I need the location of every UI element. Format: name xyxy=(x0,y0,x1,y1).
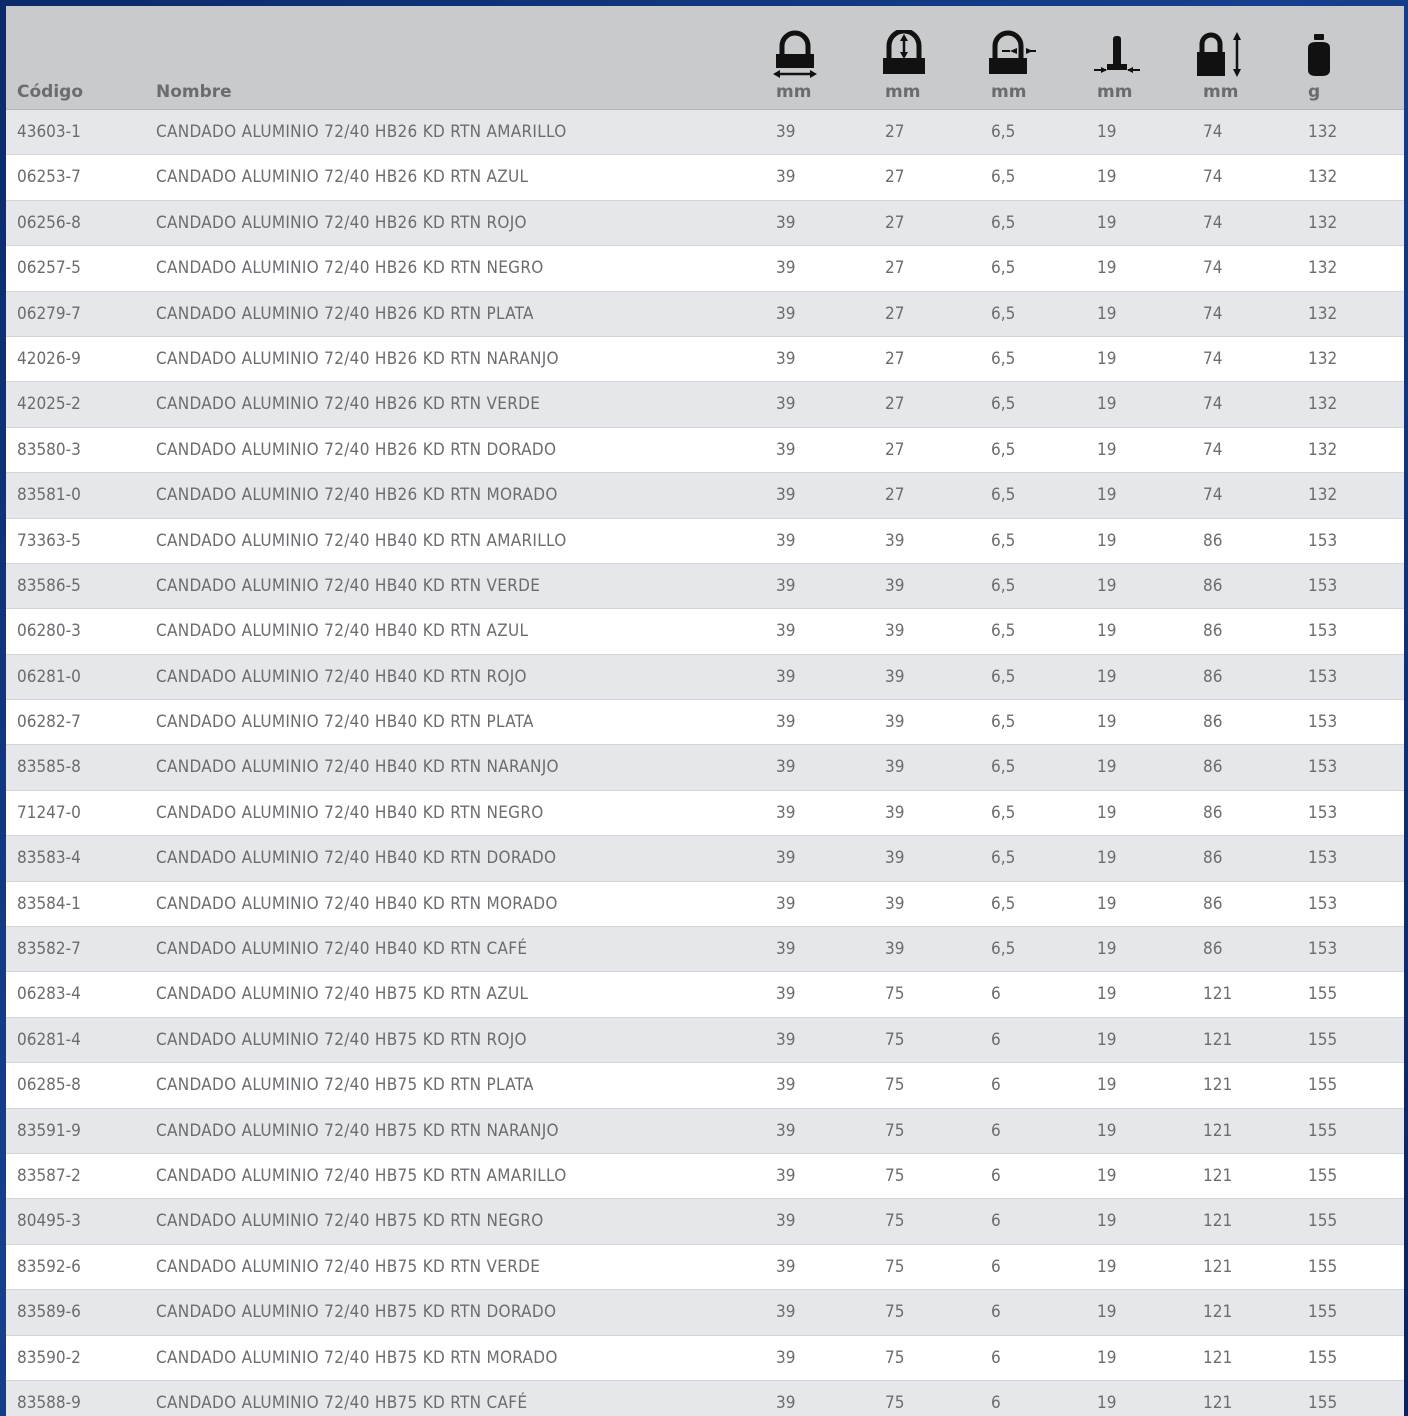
cell-shackle-width: 39 xyxy=(776,303,796,324)
table-row xyxy=(6,246,1404,291)
cell-nombre: CANDADO ALUMINIO 72/40 HB40 KD RTN NEGRO xyxy=(156,802,544,823)
cell-total-height: 86 xyxy=(1203,575,1223,596)
cell-shackle-diameter: 6 xyxy=(991,1347,1001,1368)
cell-shackle-diameter: 6,5 xyxy=(991,939,1016,960)
cell-shackle-width: 39 xyxy=(776,530,796,551)
weight-icon xyxy=(1304,30,1354,80)
cell-body-thickness: 19 xyxy=(1097,439,1117,460)
cell-nombre: CANDADO ALUMINIO 72/40 HB75 KD RTN PLATA xyxy=(156,1075,534,1096)
cell-shackle-clearance: 75 xyxy=(885,984,905,1005)
cell-total-height: 86 xyxy=(1203,530,1223,551)
cell-weight: 155 xyxy=(1308,1347,1338,1368)
cell-codigo: 73363-5 xyxy=(17,530,81,551)
cell-shackle-diameter: 6,5 xyxy=(991,167,1016,188)
cell-shackle-diameter: 6,5 xyxy=(991,757,1016,778)
cell-weight: 132 xyxy=(1308,348,1338,369)
cell-weight: 153 xyxy=(1308,939,1338,960)
cell-nombre: CANDADO ALUMINIO 72/40 HB40 KD RTN MORADO xyxy=(156,893,558,914)
table-row xyxy=(6,473,1404,518)
cell-shackle-width: 39 xyxy=(776,712,796,733)
cell-weight: 132 xyxy=(1308,485,1338,506)
cell-body-thickness: 19 xyxy=(1097,712,1117,733)
cell-total-height: 121 xyxy=(1203,1165,1233,1186)
cell-body-thickness: 19 xyxy=(1097,802,1117,823)
shackle-diameter-icon xyxy=(986,30,1036,80)
cell-body-thickness: 19 xyxy=(1097,348,1117,369)
cell-shackle-diameter: 6,5 xyxy=(991,575,1016,596)
cell-total-height: 86 xyxy=(1203,802,1223,823)
table-row xyxy=(6,292,1404,337)
cell-total-height: 121 xyxy=(1203,1075,1233,1096)
cell-total-height: 86 xyxy=(1203,712,1223,733)
cell-body-thickness: 19 xyxy=(1097,984,1117,1005)
cell-shackle-diameter: 6,5 xyxy=(991,666,1016,687)
cell-codigo: 83581-0 xyxy=(17,485,81,506)
cell-shackle-clearance: 39 xyxy=(885,757,905,778)
cell-shackle-width: 39 xyxy=(776,167,796,188)
cell-shackle-clearance: 27 xyxy=(885,485,905,506)
cell-codigo: 83591-9 xyxy=(17,1120,81,1141)
table-body xyxy=(6,110,1404,1416)
cell-nombre: CANDADO ALUMINIO 72/40 HB26 KD RTN AZUL xyxy=(156,167,529,188)
cell-shackle-clearance: 75 xyxy=(885,1347,905,1368)
cell-shackle-clearance: 27 xyxy=(885,394,905,415)
cell-nombre: CANDADO ALUMINIO 72/40 HB26 KD RTN MORADO xyxy=(156,485,558,506)
cell-shackle-diameter: 6 xyxy=(991,1256,1001,1277)
cell-total-height: 74 xyxy=(1203,258,1223,279)
cell-shackle-clearance: 27 xyxy=(885,303,905,324)
cell-body-thickness: 19 xyxy=(1097,303,1117,324)
table-row xyxy=(6,1018,1404,1063)
table-row xyxy=(6,201,1404,246)
table-row xyxy=(6,1199,1404,1244)
cell-total-height: 74 xyxy=(1203,394,1223,415)
cell-nombre: CANDADO ALUMINIO 72/40 HB26 KD RTN PLATA xyxy=(156,303,534,324)
cell-shackle-clearance: 75 xyxy=(885,1120,905,1141)
cell-nombre: CANDADO ALUMINIO 72/40 HB26 KD RTN DORADO xyxy=(156,439,557,460)
cell-codigo: 83590-2 xyxy=(17,1347,81,1368)
table-row xyxy=(6,791,1404,836)
cell-total-height: 86 xyxy=(1203,893,1223,914)
cell-nombre: CANDADO ALUMINIO 72/40 HB40 KD RTN AZUL xyxy=(156,621,529,642)
table-row xyxy=(6,337,1404,382)
cell-shackle-width: 39 xyxy=(776,1165,796,1186)
table-row xyxy=(6,1109,1404,1154)
cell-nombre: CANDADO ALUMINIO 72/40 HB40 KD RTN VERDE xyxy=(156,575,541,596)
cell-body-thickness: 19 xyxy=(1097,122,1117,142)
cell-total-height: 86 xyxy=(1203,939,1223,960)
cell-nombre: CANDADO ALUMINIO 72/40 HB40 KD RTN AMARILLO xyxy=(156,530,567,551)
cell-nombre: CANDADO ALUMINIO 72/40 HB75 KD RTN CAFÉ xyxy=(156,1392,528,1413)
cell-body-thickness: 19 xyxy=(1097,1120,1117,1141)
cell-shackle-diameter: 6,5 xyxy=(991,621,1016,642)
cell-shackle-clearance: 27 xyxy=(885,258,905,279)
cell-shackle-width: 39 xyxy=(776,212,796,233)
cell-shackle-diameter: 6,5 xyxy=(991,348,1016,369)
cell-shackle-diameter: 6,5 xyxy=(991,122,1016,142)
cell-shackle-width: 39 xyxy=(776,1302,796,1323)
cell-weight: 132 xyxy=(1308,303,1338,324)
cell-shackle-clearance: 75 xyxy=(885,1302,905,1323)
table-row xyxy=(6,519,1404,564)
cell-total-height: 74 xyxy=(1203,348,1223,369)
cell-codigo: 43603-1 xyxy=(17,122,81,142)
cell-shackle-width: 39 xyxy=(776,939,796,960)
cell-nombre: CANDADO ALUMINIO 72/40 HB75 KD RTN DORADO xyxy=(156,1302,557,1323)
cell-shackle-width: 39 xyxy=(776,1347,796,1368)
cell-nombre: CANDADO ALUMINIO 72/40 HB26 KD RTN NARANJO xyxy=(156,348,559,369)
cell-body-thickness: 19 xyxy=(1097,939,1117,960)
cell-shackle-width: 39 xyxy=(776,348,796,369)
cell-shackle-width: 39 xyxy=(776,122,796,142)
cell-weight: 132 xyxy=(1308,167,1338,188)
cell-total-height: 74 xyxy=(1203,303,1223,324)
cell-body-thickness: 19 xyxy=(1097,258,1117,279)
cell-nombre: CANDADO ALUMINIO 72/40 HB75 KD RTN NEGRO xyxy=(156,1211,544,1232)
cell-shackle-width: 39 xyxy=(776,439,796,460)
table-row xyxy=(6,1336,1404,1381)
cell-body-thickness: 19 xyxy=(1097,212,1117,233)
cell-codigo: 06281-4 xyxy=(17,1029,81,1050)
body-thickness-icon xyxy=(1092,30,1142,80)
cell-codigo: 80495-3 xyxy=(17,1211,81,1232)
cell-shackle-clearance: 39 xyxy=(885,666,905,687)
table-row xyxy=(6,155,1404,200)
cell-nombre: CANDADO ALUMINIO 72/40 HB26 KD RTN AMARILLO xyxy=(156,122,567,142)
table-row xyxy=(6,836,1404,881)
unit-body-thickness: mm xyxy=(1097,82,1133,102)
table-row xyxy=(6,927,1404,972)
cell-total-height: 121 xyxy=(1203,1302,1233,1323)
cell-nombre: CANDADO ALUMINIO 72/40 HB26 KD RTN NEGRO xyxy=(156,258,544,279)
cell-shackle-width: 39 xyxy=(776,258,796,279)
cell-codigo: 83589-6 xyxy=(17,1302,81,1323)
cell-codigo: 06283-4 xyxy=(17,984,81,1005)
cell-codigo: 83587-2 xyxy=(17,1165,81,1186)
cell-body-thickness: 19 xyxy=(1097,757,1117,778)
cell-weight: 153 xyxy=(1308,666,1338,687)
cell-codigo: 06285-8 xyxy=(17,1075,81,1096)
cell-codigo: 06253-7 xyxy=(17,167,81,188)
cell-weight: 153 xyxy=(1308,530,1338,551)
header-codigo: Código xyxy=(17,82,83,102)
cell-body-thickness: 19 xyxy=(1097,530,1117,551)
table-header xyxy=(6,6,1404,110)
cell-shackle-diameter: 6,5 xyxy=(991,712,1016,733)
cell-shackle-clearance: 75 xyxy=(885,1211,905,1232)
total-height-icon xyxy=(1196,30,1246,80)
cell-body-thickness: 19 xyxy=(1097,1211,1117,1232)
cell-body-thickness: 19 xyxy=(1097,1075,1117,1096)
cell-body-thickness: 19 xyxy=(1097,1347,1117,1368)
unit-weight: g xyxy=(1308,82,1321,102)
cell-body-thickness: 19 xyxy=(1097,893,1117,914)
cell-shackle-diameter: 6,5 xyxy=(991,530,1016,551)
cell-shackle-diameter: 6,5 xyxy=(991,848,1016,869)
cell-total-height: 121 xyxy=(1203,1256,1233,1277)
cell-weight: 155 xyxy=(1308,984,1338,1005)
shackle-width-icon xyxy=(770,30,820,80)
cell-weight: 132 xyxy=(1308,212,1338,233)
cell-total-height: 74 xyxy=(1203,167,1223,188)
cell-codigo: 06281-0 xyxy=(17,666,81,687)
table-row xyxy=(6,1381,1404,1416)
table-row xyxy=(6,1063,1404,1108)
cell-shackle-diameter: 6,5 xyxy=(991,893,1016,914)
unit-shackle-width: mm xyxy=(776,82,812,102)
cell-shackle-width: 39 xyxy=(776,575,796,596)
cell-total-height: 74 xyxy=(1203,439,1223,460)
cell-codigo: 06257-5 xyxy=(17,258,81,279)
cell-codigo: 83582-7 xyxy=(17,939,81,960)
cell-shackle-clearance: 27 xyxy=(885,348,905,369)
table-row xyxy=(6,655,1404,700)
cell-codigo: 42026-9 xyxy=(17,348,81,369)
cell-shackle-diameter: 6,5 xyxy=(991,394,1016,415)
table-row xyxy=(6,564,1404,609)
cell-shackle-width: 39 xyxy=(776,1120,796,1141)
table-row xyxy=(6,609,1404,654)
cell-codigo: 06282-7 xyxy=(17,712,81,733)
unit-shackle-diameter: mm xyxy=(991,82,1027,102)
cell-body-thickness: 19 xyxy=(1097,1165,1117,1186)
cell-weight: 153 xyxy=(1308,848,1338,869)
cell-weight: 155 xyxy=(1308,1165,1338,1186)
cell-codigo: 42025-2 xyxy=(17,394,81,415)
cell-shackle-diameter: 6 xyxy=(991,1392,1001,1413)
cell-body-thickness: 19 xyxy=(1097,575,1117,596)
cell-weight: 132 xyxy=(1308,122,1338,142)
table-row xyxy=(6,428,1404,473)
cell-shackle-width: 39 xyxy=(776,485,796,506)
cell-shackle-clearance: 39 xyxy=(885,530,905,551)
cell-body-thickness: 19 xyxy=(1097,1256,1117,1277)
cell-weight: 155 xyxy=(1308,1302,1338,1323)
table-row xyxy=(6,382,1404,427)
cell-shackle-width: 39 xyxy=(776,394,796,415)
cell-shackle-clearance: 39 xyxy=(885,848,905,869)
cell-codigo: 83584-1 xyxy=(17,893,81,914)
cell-shackle-clearance: 27 xyxy=(885,167,905,188)
cell-total-height: 121 xyxy=(1203,984,1233,1005)
cell-nombre: CANDADO ALUMINIO 72/40 HB75 KD RTN VERDE xyxy=(156,1256,541,1277)
cell-shackle-clearance: 75 xyxy=(885,1256,905,1277)
unit-shackle-clearance: mm xyxy=(885,82,921,102)
cell-shackle-clearance: 39 xyxy=(885,893,905,914)
cell-nombre: CANDADO ALUMINIO 72/40 HB40 KD RTN NARANJO xyxy=(156,757,559,778)
cell-shackle-clearance: 75 xyxy=(885,1075,905,1096)
cell-shackle-clearance: 75 xyxy=(885,1029,905,1050)
cell-body-thickness: 19 xyxy=(1097,394,1117,415)
cell-nombre: CANDADO ALUMINIO 72/40 HB75 KD RTN AZUL xyxy=(156,984,529,1005)
cell-nombre: CANDADO ALUMINIO 72/40 HB75 KD RTN ROJO xyxy=(156,1029,527,1050)
cell-nombre: CANDADO ALUMINIO 72/40 HB75 KD RTN AMARILLO xyxy=(156,1165,567,1186)
table-row xyxy=(6,1245,1404,1290)
cell-shackle-clearance: 39 xyxy=(885,575,905,596)
spec-table xyxy=(6,6,1404,1416)
cell-weight: 155 xyxy=(1308,1075,1338,1096)
cell-nombre: CANDADO ALUMINIO 72/40 HB26 KD RTN ROJO xyxy=(156,212,527,233)
shackle-clearance-icon xyxy=(879,30,929,80)
cell-codigo: 83585-8 xyxy=(17,757,81,778)
cell-shackle-clearance: 39 xyxy=(885,939,905,960)
cell-shackle-diameter: 6 xyxy=(991,1029,1001,1050)
table-row xyxy=(6,700,1404,745)
cell-codigo: 83586-5 xyxy=(17,575,81,596)
cell-shackle-clearance: 27 xyxy=(885,122,905,142)
cell-total-height: 86 xyxy=(1203,848,1223,869)
cell-weight: 155 xyxy=(1308,1392,1338,1413)
cell-total-height: 121 xyxy=(1203,1347,1233,1368)
cell-shackle-diameter: 6,5 xyxy=(991,258,1016,279)
cell-shackle-width: 39 xyxy=(776,1029,796,1050)
cell-weight: 153 xyxy=(1308,712,1338,733)
cell-shackle-width: 39 xyxy=(776,893,796,914)
cell-codigo: 71247-0 xyxy=(17,802,81,823)
table-row xyxy=(6,1154,1404,1199)
cell-total-height: 74 xyxy=(1203,212,1223,233)
cell-total-height: 86 xyxy=(1203,757,1223,778)
cell-shackle-diameter: 6 xyxy=(991,1302,1001,1323)
cell-shackle-diameter: 6,5 xyxy=(991,439,1016,460)
table-row xyxy=(6,110,1404,155)
cell-shackle-diameter: 6 xyxy=(991,984,1001,1005)
cell-codigo: 06279-7 xyxy=(17,303,81,324)
cell-shackle-width: 39 xyxy=(776,1211,796,1232)
cell-codigo: 83588-9 xyxy=(17,1392,81,1413)
cell-weight: 153 xyxy=(1308,802,1338,823)
table-row xyxy=(6,745,1404,790)
cell-total-height: 74 xyxy=(1203,122,1223,142)
cell-shackle-diameter: 6,5 xyxy=(991,303,1016,324)
cell-shackle-width: 39 xyxy=(776,621,796,642)
cell-total-height: 121 xyxy=(1203,1211,1233,1232)
cell-total-height: 86 xyxy=(1203,666,1223,687)
cell-weight: 155 xyxy=(1308,1029,1338,1050)
cell-total-height: 121 xyxy=(1203,1392,1233,1413)
cell-shackle-clearance: 39 xyxy=(885,621,905,642)
cell-shackle-diameter: 6 xyxy=(991,1211,1001,1232)
table-row xyxy=(6,882,1404,927)
cell-shackle-clearance: 39 xyxy=(885,712,905,733)
cell-total-height: 86 xyxy=(1203,621,1223,642)
cell-shackle-width: 39 xyxy=(776,802,796,823)
cell-body-thickness: 19 xyxy=(1097,1392,1117,1413)
cell-body-thickness: 19 xyxy=(1097,621,1117,642)
cell-codigo: 83580-3 xyxy=(17,439,81,460)
table-row xyxy=(6,1290,1404,1335)
cell-body-thickness: 19 xyxy=(1097,848,1117,869)
cell-shackle-clearance: 27 xyxy=(885,212,905,233)
cell-shackle-width: 39 xyxy=(776,1392,796,1413)
cell-codigo: 83583-4 xyxy=(17,848,81,869)
cell-shackle-clearance: 75 xyxy=(885,1392,905,1413)
cell-nombre: CANDADO ALUMINIO 72/40 HB40 KD RTN PLATA xyxy=(156,712,534,733)
cell-shackle-clearance: 75 xyxy=(885,1165,905,1186)
cell-codigo: 06280-3 xyxy=(17,621,81,642)
cell-body-thickness: 19 xyxy=(1097,1029,1117,1050)
header-nombre: Nombre xyxy=(156,82,232,102)
cell-total-height: 74 xyxy=(1203,485,1223,506)
cell-nombre: CANDADO ALUMINIO 72/40 HB75 KD RTN MORADO xyxy=(156,1347,558,1368)
cell-weight: 153 xyxy=(1308,893,1338,914)
cell-total-height: 121 xyxy=(1203,1120,1233,1141)
unit-total-height: mm xyxy=(1203,82,1239,102)
cell-shackle-width: 39 xyxy=(776,757,796,778)
cell-shackle-width: 39 xyxy=(776,848,796,869)
cell-shackle-clearance: 39 xyxy=(885,802,905,823)
cell-shackle-diameter: 6 xyxy=(991,1120,1001,1141)
cell-shackle-diameter: 6,5 xyxy=(991,485,1016,506)
cell-nombre: CANDADO ALUMINIO 72/40 HB26 KD RTN VERDE xyxy=(156,394,541,415)
cell-shackle-width: 39 xyxy=(776,666,796,687)
cell-shackle-diameter: 6,5 xyxy=(991,802,1016,823)
cell-weight: 153 xyxy=(1308,621,1338,642)
cell-weight: 155 xyxy=(1308,1256,1338,1277)
cell-weight: 132 xyxy=(1308,258,1338,279)
cell-body-thickness: 19 xyxy=(1097,666,1117,687)
cell-body-thickness: 19 xyxy=(1097,1302,1117,1323)
cell-nombre: CANDADO ALUMINIO 72/40 HB75 KD RTN NARANJO xyxy=(156,1120,559,1141)
cell-codigo: 06256-8 xyxy=(17,212,81,233)
cell-shackle-diameter: 6,5 xyxy=(991,212,1016,233)
cell-total-height: 121 xyxy=(1203,1029,1233,1050)
cell-shackle-diameter: 6 xyxy=(991,1075,1001,1096)
cell-weight: 153 xyxy=(1308,757,1338,778)
cell-shackle-clearance: 27 xyxy=(885,439,905,460)
cell-body-thickness: 19 xyxy=(1097,167,1117,188)
cell-nombre: CANDADO ALUMINIO 72/40 HB40 KD RTN DORADO xyxy=(156,848,557,869)
cell-nombre: CANDADO ALUMINIO 72/40 HB40 KD RTN CAFÉ xyxy=(156,939,528,960)
cell-weight: 155 xyxy=(1308,1211,1338,1232)
cell-nombre: CANDADO ALUMINIO 72/40 HB40 KD RTN ROJO xyxy=(156,666,527,687)
table-row xyxy=(6,972,1404,1017)
cell-shackle-width: 39 xyxy=(776,1256,796,1277)
cell-codigo: 83592-6 xyxy=(17,1256,81,1277)
cell-shackle-diameter: 6 xyxy=(991,1165,1001,1186)
cell-body-thickness: 19 xyxy=(1097,485,1117,506)
cell-weight: 132 xyxy=(1308,394,1338,415)
cell-shackle-width: 39 xyxy=(776,1075,796,1096)
cell-shackle-width: 39 xyxy=(776,984,796,1005)
cell-weight: 155 xyxy=(1308,1120,1338,1141)
cell-weight: 153 xyxy=(1308,575,1338,596)
cell-weight: 132 xyxy=(1308,439,1338,460)
